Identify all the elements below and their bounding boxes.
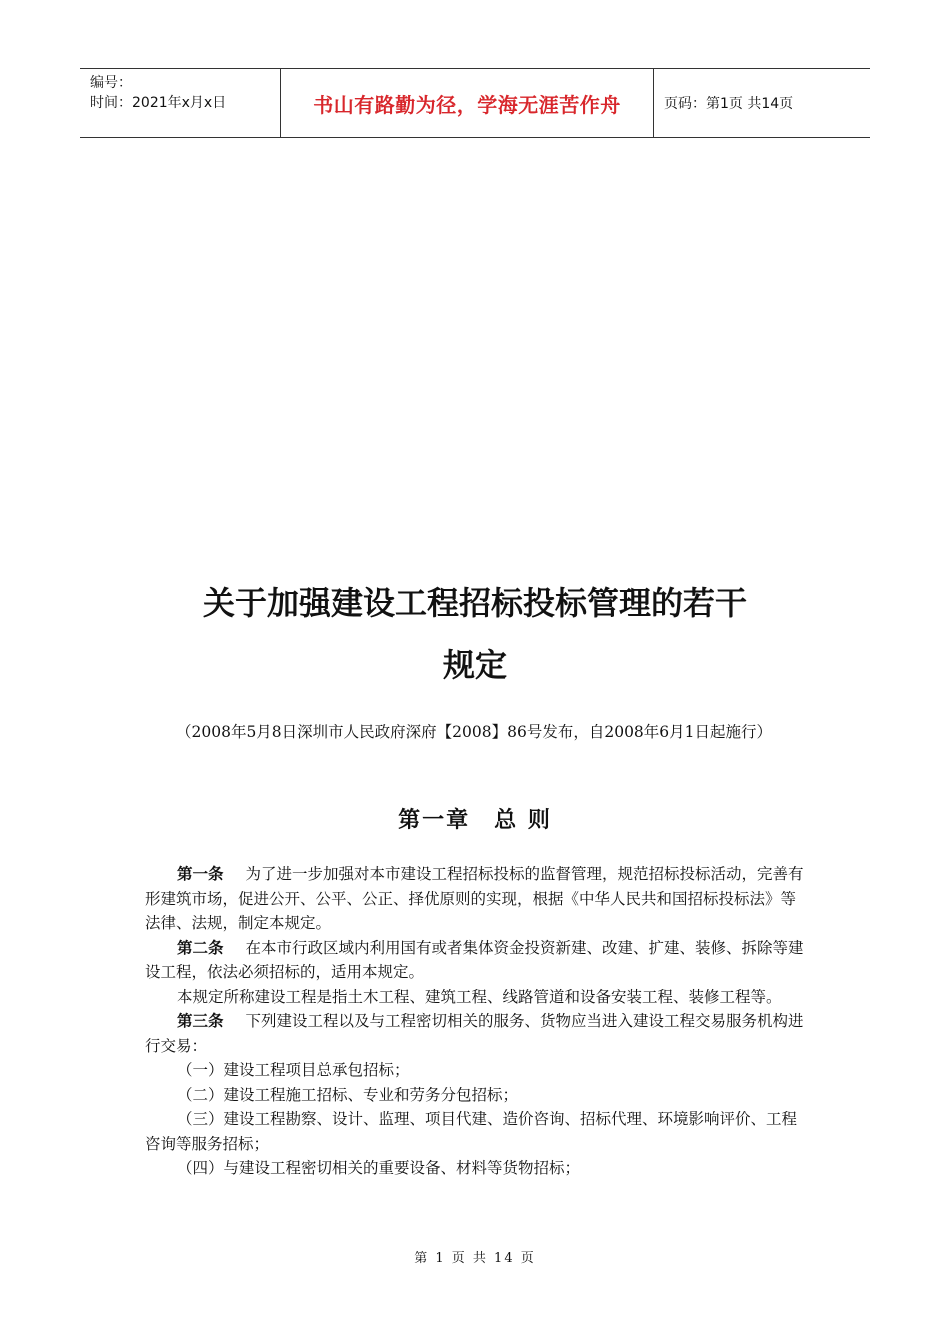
page-info: 页码：第1页 共14页 xyxy=(664,96,794,112)
paragraph-text: （四）与建设工程密切相关的重要设备、材料等货物招标； xyxy=(177,1159,581,1177)
header-motto-cell xyxy=(281,69,654,137)
paragraph xyxy=(145,1107,810,1156)
chapter-heading: 第一章 总 则 xyxy=(398,808,552,833)
paragraph xyxy=(145,936,810,985)
article-label: 第三条 xyxy=(177,1012,224,1030)
motto: 书山有路勤为径，学海无涯苦作舟 xyxy=(313,92,621,117)
time-label: 时间：2021年x月x日 xyxy=(90,95,227,111)
paragraph-text: 本规定所称建设工程是指土木工程、建筑工程、线路管道和设备安装工程、装修工程等。 xyxy=(177,987,782,1006)
paragraph xyxy=(145,985,810,1010)
paragraph xyxy=(145,1156,810,1181)
paragraph-text: （三）建设工程勘察、设计、监理、项目代建、造价咨询、招标代理、环境影响评价、工程咨询等服务招标； xyxy=(145,1110,798,1153)
document-title-line2: 规定 xyxy=(442,646,507,684)
article-label: 第一条 xyxy=(177,865,224,883)
document-header xyxy=(80,68,870,138)
paragraph-text: （一）建设工程项目总承包招标； xyxy=(177,1061,410,1079)
paragraph xyxy=(145,1083,810,1108)
paragraph-text: 下列建设工程以及与工程密切相关的服务、货物应当进入建设工程交易服务机构进行交易： xyxy=(145,1012,804,1055)
paragraph-text: 为了进一步加强对本市建设工程招标投标的监督管理，规范招标投标活动，完善有形建筑市场，促进公开、公平、公正、择优原则的实现，根据《中华人民共和国招标投标法》等法律、法规，制定本规定。 xyxy=(145,865,804,932)
article-label: 第二条 xyxy=(177,938,224,957)
paragraph xyxy=(145,1058,810,1083)
header-meta xyxy=(80,69,281,137)
paragraph-text: （二）建设工程施工招标、专业和劳务分包招标； xyxy=(177,1085,519,1104)
document-body xyxy=(145,862,810,1181)
document-title-line1: 关于加强建设工程招标投标管理的若干 xyxy=(202,584,747,622)
paragraph-text: 在本市行政区域内利用国有或者集体资金投资新建、改建、扩建、装修、拆除等建设工程，依法必须招标的，适用本规定。 xyxy=(145,938,804,981)
header-page-info xyxy=(654,69,870,137)
number-label: 编号： xyxy=(90,75,132,91)
document-subtitle: （2008年5月8日深圳市人民政府深府【2008】86号发布，自2008年6月1日起施行） xyxy=(176,723,773,741)
paragraph xyxy=(145,862,810,936)
paragraph xyxy=(145,1009,810,1058)
page-footer: 第 1 页 共 14 页 xyxy=(414,1251,536,1266)
